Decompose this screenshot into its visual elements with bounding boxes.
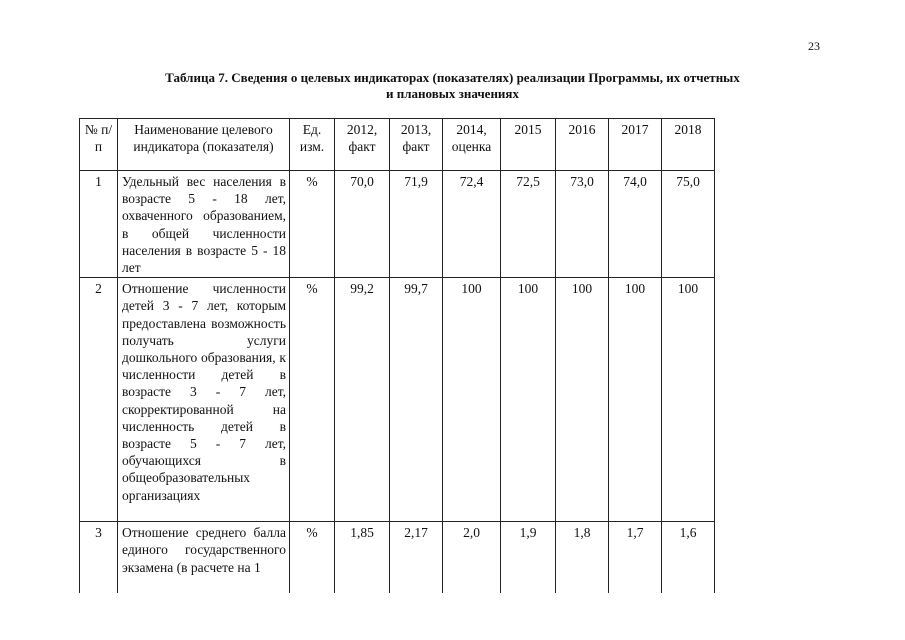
indicators-table (79, 118, 715, 593)
value-cell: 72,5 (501, 171, 556, 278)
value-cell: 70,0 (335, 171, 390, 278)
value-cell: 72,4 (443, 171, 501, 278)
value-cell: 75,0 (662, 171, 715, 278)
value-cell: 71,9 (390, 171, 443, 278)
table-row (80, 171, 715, 278)
value-cell: 2,17 (390, 522, 443, 594)
indicator-name: Отношение среднего балла единого государственного экзамена (в расчете на 1 (118, 522, 290, 594)
value-cell: 1,9 (501, 522, 556, 594)
row-number: 1 (80, 171, 118, 278)
value-cell: 1,8 (556, 522, 609, 594)
header-cell-2015: 2015 (501, 119, 556, 171)
unit-cell: % (290, 278, 335, 522)
header-cell-2013: 2013, факт (390, 119, 443, 171)
value-cell: 100 (501, 278, 556, 522)
value-cell: 1,85 (335, 522, 390, 594)
table-title (90, 70, 815, 102)
value-cell: 99,2 (335, 278, 390, 522)
table-row (80, 522, 715, 594)
header-cell-2018: 2018 (662, 119, 715, 171)
header-cell-name: Наименование целевого индикатора (показателя) (118, 119, 290, 171)
row-number: 2 (80, 278, 118, 522)
header-cell-2016: 2016 (556, 119, 609, 171)
value-cell: 74,0 (609, 171, 662, 278)
value-cell: 100 (443, 278, 501, 522)
row-number: 3 (80, 522, 118, 594)
header-cell-unit: Ед. изм. (290, 119, 335, 171)
header-cell-2012: 2012, факт (335, 119, 390, 171)
table-row (80, 278, 715, 522)
value-cell: 73,0 (556, 171, 609, 278)
value-cell: 99,7 (390, 278, 443, 522)
header-cell-num: № п/п (80, 119, 118, 171)
header-cell-2014: 2014, оценка (443, 119, 501, 171)
table-title-line-2: и плановых значениях (386, 86, 519, 101)
unit-cell: % (290, 522, 335, 594)
value-cell: 1,6 (662, 522, 715, 594)
table-title-line-1: Таблица 7. Сведения о целевых индикаторах (показателях) реализации Программы, их отчетных (165, 70, 740, 85)
value-cell: 2,0 (443, 522, 501, 594)
indicator-name: Отношение численности детей 3 - 7 лет, которым предоставлена возможность получать услуги дошкольного образования, к численности детей в возрасте 3 - 7 лет, скорректированной на численность детей в возрасте 5 - 7 лет, обучающихся в общеобразовательных организациях (118, 278, 290, 522)
header-cell-2017: 2017 (609, 119, 662, 171)
table-header-row (80, 119, 715, 171)
value-cell: 1,7 (609, 522, 662, 594)
value-cell: 100 (662, 278, 715, 522)
page-number: 23 (808, 39, 820, 53)
value-cell: 100 (609, 278, 662, 522)
indicator-name: Удельный вес населения в возрасте 5 - 18 лет, охваченного образованием, в общей численности населения в возрасте 5 - 18 лет (118, 171, 290, 278)
unit-cell: % (290, 171, 335, 278)
value-cell: 100 (556, 278, 609, 522)
